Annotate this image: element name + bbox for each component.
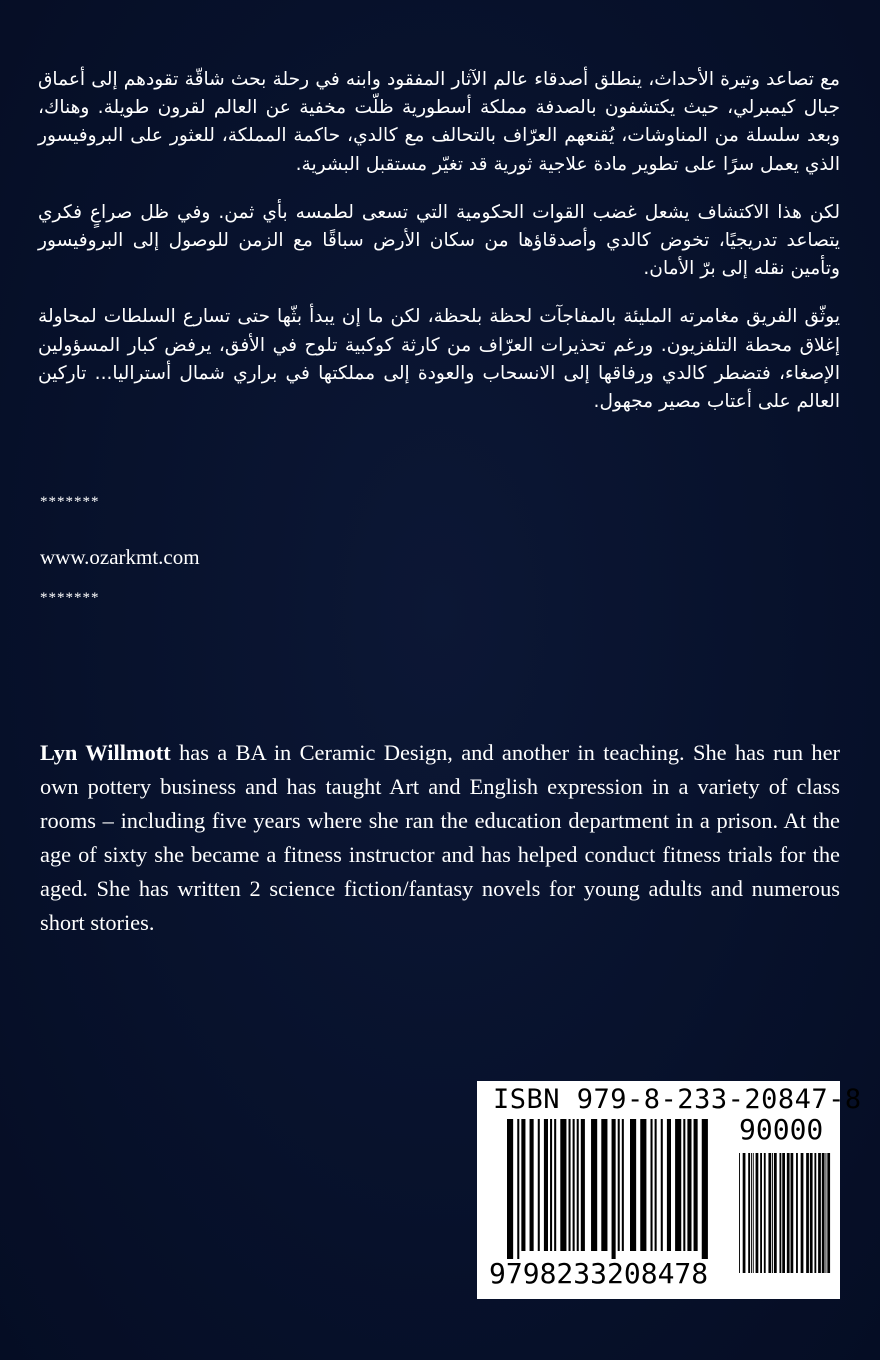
barcode-bar xyxy=(675,1119,681,1251)
barcode-bar xyxy=(774,1153,777,1273)
arabic-synopsis xyxy=(38,66,840,436)
barcode-bar xyxy=(560,1119,566,1251)
barcode-bar xyxy=(810,1153,813,1273)
barcode-bar xyxy=(569,1119,571,1251)
barcode-bar xyxy=(667,1119,671,1251)
barcode-bar xyxy=(768,1153,771,1273)
barcode-bar xyxy=(760,1153,762,1273)
barcode-bar xyxy=(683,1119,685,1251)
barcode-bar xyxy=(739,1153,740,1273)
barcode-bar xyxy=(591,1119,597,1251)
author-bio xyxy=(40,736,840,940)
separator-top: ******* xyxy=(40,494,100,510)
barcode-bar xyxy=(782,1153,785,1273)
barcode-bar xyxy=(577,1119,579,1251)
barcode-bar xyxy=(601,1119,607,1251)
barcode-bar xyxy=(630,1119,636,1251)
addon-barcode-bars xyxy=(739,1153,831,1273)
barcode-bar xyxy=(550,1119,552,1251)
barcode-bar xyxy=(573,1119,575,1251)
barcode-bar xyxy=(756,1153,759,1273)
barcode-bar xyxy=(818,1153,821,1273)
barcode-bar xyxy=(622,1119,624,1251)
author-bio-text: has a BA in Ceramic Design, and another in teaching. She has run her own pottery business and has taught Art and English expression in a variety of class rooms – including five years where she ran the education department in a prison. At the age of sixty she became a fitness instructor and has helped conduct fitness trials for the aged. She has written 2 science fiction/fantasy novels for young adults and numerous short stories. xyxy=(40,740,840,935)
barcode-bar xyxy=(661,1119,663,1251)
barcode-bar xyxy=(748,1153,750,1273)
barcode-bar xyxy=(827,1153,830,1273)
barcode-bar xyxy=(544,1119,548,1251)
barcode-bar xyxy=(787,1153,790,1273)
publisher-website[interactable]: www.ozarkmt.com xyxy=(40,545,200,569)
barcode-bar xyxy=(743,1153,746,1273)
barcode-bar xyxy=(640,1119,646,1251)
isbn-barcode xyxy=(477,1081,862,1299)
barcode-bar xyxy=(702,1119,708,1259)
isbn-label: ISBN 979-8-233-20847-8 xyxy=(493,1084,862,1115)
barcode-bar xyxy=(694,1119,698,1251)
barcode-bar xyxy=(530,1119,534,1251)
barcode-bar xyxy=(612,1119,616,1259)
arabic-paragraph-2: لكن هذا الاكتشاف يشعل غضب القوات الحكومية التي تسعى لطمسه بأي ثمن. وفي ظل صراعٍ فكري يتصاعد تدريجيًا، تخوض كالدي وأصدقاؤها من سكان الأرض سباقًا مع الزمن للوصول إلى البروفيسور وتأمين نقله إلى برّ الأمان. xyxy=(38,201,840,280)
barcode-bar xyxy=(618,1119,620,1251)
barcode-bar xyxy=(814,1153,816,1273)
barcode-bar xyxy=(651,1119,653,1251)
barcode-bar xyxy=(806,1153,809,1273)
separator-bottom: ******* xyxy=(40,590,100,606)
barcode-bar xyxy=(538,1119,540,1251)
barcode-bar xyxy=(791,1153,794,1273)
barcode-bar xyxy=(517,1119,519,1259)
barcode-bar xyxy=(764,1153,766,1273)
barcode-bar xyxy=(796,1153,798,1273)
barcode-bar xyxy=(521,1119,525,1251)
barcode-bar xyxy=(753,1153,754,1273)
barcode-bar xyxy=(554,1119,556,1251)
price-code: 90000 xyxy=(739,1113,824,1146)
barcode-bar xyxy=(779,1153,781,1273)
barcode-bar xyxy=(687,1119,691,1251)
barcode-bar xyxy=(772,1153,773,1273)
author-name: Lyn Willmott xyxy=(40,740,171,765)
barcode-bar xyxy=(507,1119,513,1259)
arabic-paragraph-3: يوثّق الفريق مغامرته المليئة بالمفاجآت لحظة بلحظة، لكن ما إن يبدأ بثّها حتى تسارع السلطات لمحاولة إغلاق محطة التلفزيون. ورغم تحذيرات العرّاف من كارثة كوكبية تلوح في الأفق، يرفض كبار المسؤولين الإصغاء، فتضطر كالدي ورفاقها إلى الانسحاب والعودة إلى مملكتها في براري شمال أستراليا... تاركين العالم على أعتاب مصير مجهول. xyxy=(38,306,840,413)
barcode-bar xyxy=(822,1153,825,1273)
barcode-bar xyxy=(581,1119,585,1251)
barcode-bar xyxy=(751,1153,752,1273)
barcode-bar xyxy=(655,1119,657,1251)
arabic-paragraph-1: مع تصاعد وتيرة الأحداث، ينطلق أصدقاء عالم الآثار المفقود وابنه في رحلة بحث شاقّة تقودهم إلى أعماق جبال كيمبرلي، حيث يكتشفون بالصدفة مملكة أسطورية ظلّت مخفية عن العالم لقرون طويلة. وهناك، وبعد سلسلة من المناوشات، يُقنعهم العرّاف بالتحالف مع كالدي، حاكمة المملكة، للعثور على البروفيسور الذي يعمل سرًا على تطوير مادة علاجية ثورية قد تغيّر مستقبل البشرية. xyxy=(38,69,840,175)
ean-barcode-bars xyxy=(507,1119,712,1259)
barcode-bar xyxy=(801,1153,804,1273)
barcode-digits: 9798233208478 xyxy=(489,1257,709,1290)
barcode-bar xyxy=(825,1153,826,1273)
